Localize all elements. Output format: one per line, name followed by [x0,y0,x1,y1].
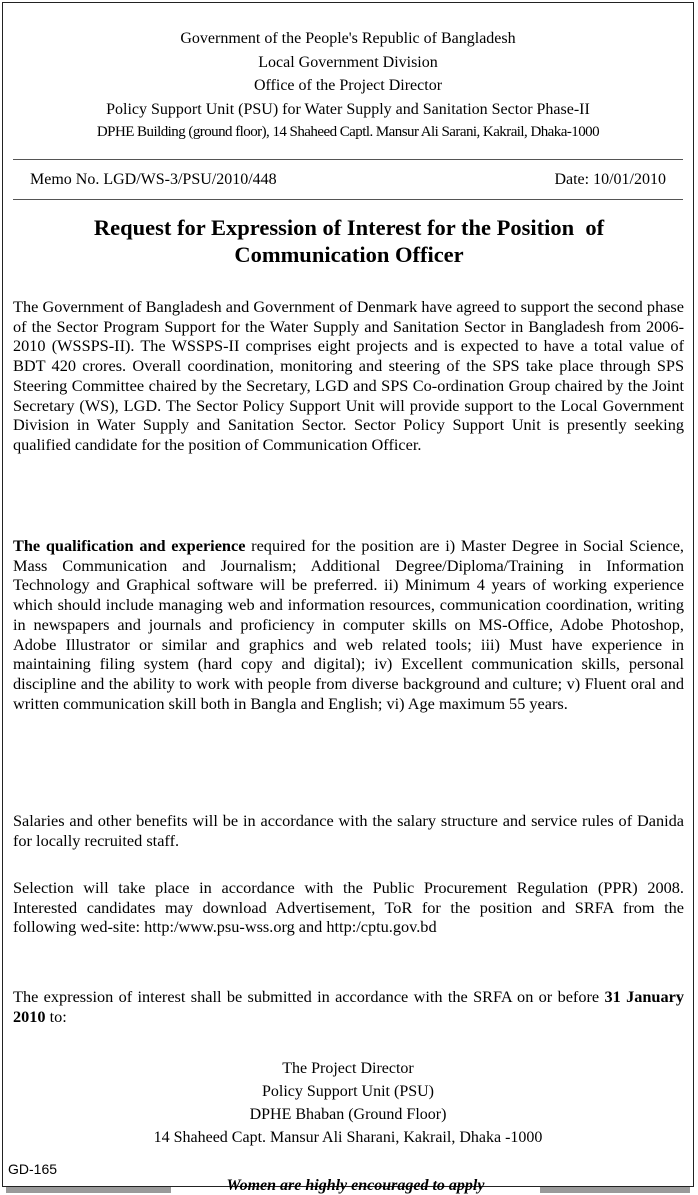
footer-bar-right [540,1187,690,1193]
memo-line [30,171,666,189]
qualification-heading: The qualification and experience [13,536,246,555]
address-line-4: 14 Shaheed Capt. Mansur Ali Sharani, Kakrail, Dhaka -1000 [153,1129,543,1146]
paragraph-qualification [13,536,684,713]
letterhead-line-government: Government of the People's Republic of Bangladesh [180,30,516,47]
letterhead-line-division: Local Government Division [258,53,438,71]
letterhead [3,27,693,145]
ad-code: GD-165 [8,1161,58,1177]
footer-note: Women are highly encouraged to apply [226,1177,485,1194]
footer-bar-left [6,1187,171,1193]
paragraph-selection-text: Selection will take place in accordance with the Public Procurement Regulation (PPR) 2008. Interested candidates may download Advertisement, ToR for the position and SRFA from the following wed-site: http:/www.psu-wss.org and http:/cptu.gov.bd [13,878,684,937]
address-line-2: Policy Support Unit (PSU) [261,1083,434,1100]
address-line-3: DPHE Bhaban (Ground Floor) [249,1106,447,1123]
paragraph-deadline-text [13,987,684,1026]
address-line-1: The Project Director [282,1060,414,1077]
paragraph-salary-text: Salaries and other benefits will be in accordance with the salary structure and service rules of Danida for locally recruited staff. [13,811,684,850]
letterhead-line-unit: Policy Support Unit (PSU) for Water Supply and Sanitation Sector Phase-II [106,100,590,118]
advertisement-frame [2,2,694,1194]
qualification-body: required for the position are i) Master Degree in Social Science, Mass Communication and Journalism; Additional Degree/Diploma/Training in Information Technology and Graphical software will be preferred. ii) Minimum 4 years of working experience which should include managing web and information resources, communication coordination, writing in newspapers and journals and proficiency in computer skills on MS-Office, Adobe Photoshop, Adobe Illustrator or similar and graphics and web related tools; iii) Must have experience in maintaining filing system (hard copy and digital); iv) Excellent communication skills, personal discipline and the ability to work with people from diverse background and culture; v) Fluent oral and written communication skill both in Bangla and English; vi) Age maximum 55 years. [13,536,685,713]
title-line-2: Communication Officer [234,242,464,267]
paragraph-background-text: The Government of Bangladesh and Government of Denmark have agreed to support the second phase of the Sector Program Support for the Water Supply and Sanitation Sector in Bangladesh from 2006-2010 (WSSPS-II). The WSSPS-II comprises eight projects and is expected to have a total value of BDT 420 crores. Overall coordination, monitoring and steering of the SPS take place through SPS Steering Committee chaired by the Secretary, LGD and SPS Co-ordination Group chaired by the Joint Secretary (WS), LGD. The Sector Policy Support Unit will provide support to the Local Government Division in Water Supply and Sanitation Sector. Sector Policy Support Unit is presently seeking qualified candidate for the position of Communication Officer. [13,297,684,454]
letterhead-line-office: Office of the Project Director [253,77,443,94]
letterhead-line-address: DPHE Building (ground floor), 14 Shaheed Captl. Mansur Ali Sarani, Kakrail, Dhaka-1000 [96,124,600,140]
memo-divider [13,199,683,200]
footer-banner [6,1177,690,1195]
header-divider [13,159,683,160]
deadline-tail: to: [45,1006,67,1026]
paragraph-selection [13,878,684,937]
paragraph-deadline [13,987,684,1026]
memo-number: Memo No. LGD/WS-3/PSU/2010/448 [30,171,277,188]
submission-address [3,1057,693,1149]
deadline-intro: The expression of interest shall be submitted in accordance with the SRFA on or before [13,987,605,1006]
paragraph-salary [13,811,684,850]
title-line-1: Request for Expression of Interest for the Position of [93,215,605,240]
deadline-date: 31 January 2010 [13,987,684,1026]
memo-date: Date: 10/01/2010 [554,171,666,188]
page-title [13,214,685,268]
paragraph-background [13,297,684,455]
paragraph-qualification-text [13,536,684,713]
